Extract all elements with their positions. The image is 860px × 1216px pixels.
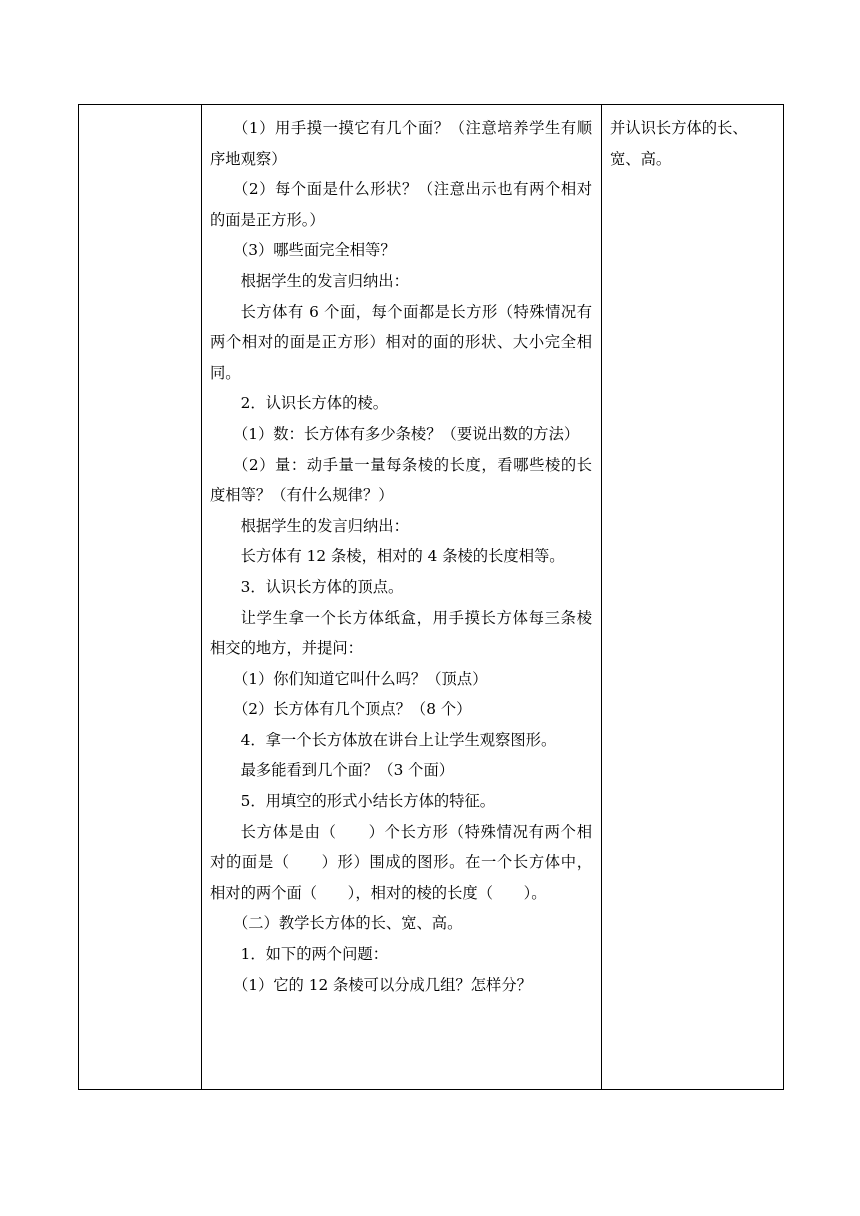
paragraph: 最多能看到几个面？（3 个面） [240, 761, 455, 780]
main-content-cell [202, 105, 602, 1089]
main-content-text [210, 113, 592, 1000]
paragraph: 长方体有 12 条棱，相对的 4 条棱的长度相等。 [240, 547, 565, 566]
paragraph: 根据学生的发言归纳出： [240, 516, 409, 535]
paragraph: 3．认识长方体的顶点。 [240, 577, 404, 596]
paragraph: 1．如下的两个问题： [240, 945, 388, 964]
paragraph: （2）每个面是什么形状？（注意出示也有两个相对的面是正方形。） [210, 180, 592, 229]
paragraph: （1）它的 12 条棱可以分成几组？怎样分？ [232, 975, 532, 994]
paragraph: （1）用手摸一摸它有几个面？（注意培养学生有顺序地观察） [210, 119, 592, 168]
paragraph: 长方体有 6 个面，每个面都是长方形（特殊情况有两个相对的面是正方形）相对的面的形状、大小完全相同。 [210, 302, 592, 382]
paragraph: 4．拿一个长方体放在讲台上让学生观察图形。 [240, 730, 557, 749]
paragraph: （3）哪些面完全相等？ [232, 241, 396, 260]
right-note-text: 并认识长方体的长、宽、高。 [610, 119, 748, 168]
right-column-cell [602, 105, 783, 1089]
paragraph: 长方体是由（ ）个长方形（特殊情况有两个相对的面是（ ）形）围成的图形。在一个长方体中，相对的两个面（ ），相对的棱的长度（ ）。 [210, 822, 592, 902]
paragraph: （二）教学长方体的长、宽、高。 [232, 914, 463, 933]
paragraph: 让学生拿一个长方体纸盒，用手摸长方体每三条棱相交的地方，并提问： [210, 608, 592, 658]
left-column-cell [79, 105, 202, 1089]
paragraph: （1）你们知道它叫什么吗？（顶点） [232, 669, 488, 688]
paragraph: （2）量：动手量一量每条棱的长度，看哪些棱的长度相等？（有什么规律？） [210, 455, 592, 505]
paragraph: 5．用填空的形式小结长方体的特征。 [240, 792, 496, 811]
paragraph: （2）长方体有几个顶点？（8 个） [232, 700, 472, 719]
paragraph: 根据学生的发言归纳出： [240, 271, 409, 290]
paragraph: （1）数：长方体有多少条棱？（要说出数的方法） [232, 424, 580, 443]
lesson-plan-table [78, 104, 784, 1090]
paragraph: 2．认识长方体的棱。 [240, 394, 388, 413]
